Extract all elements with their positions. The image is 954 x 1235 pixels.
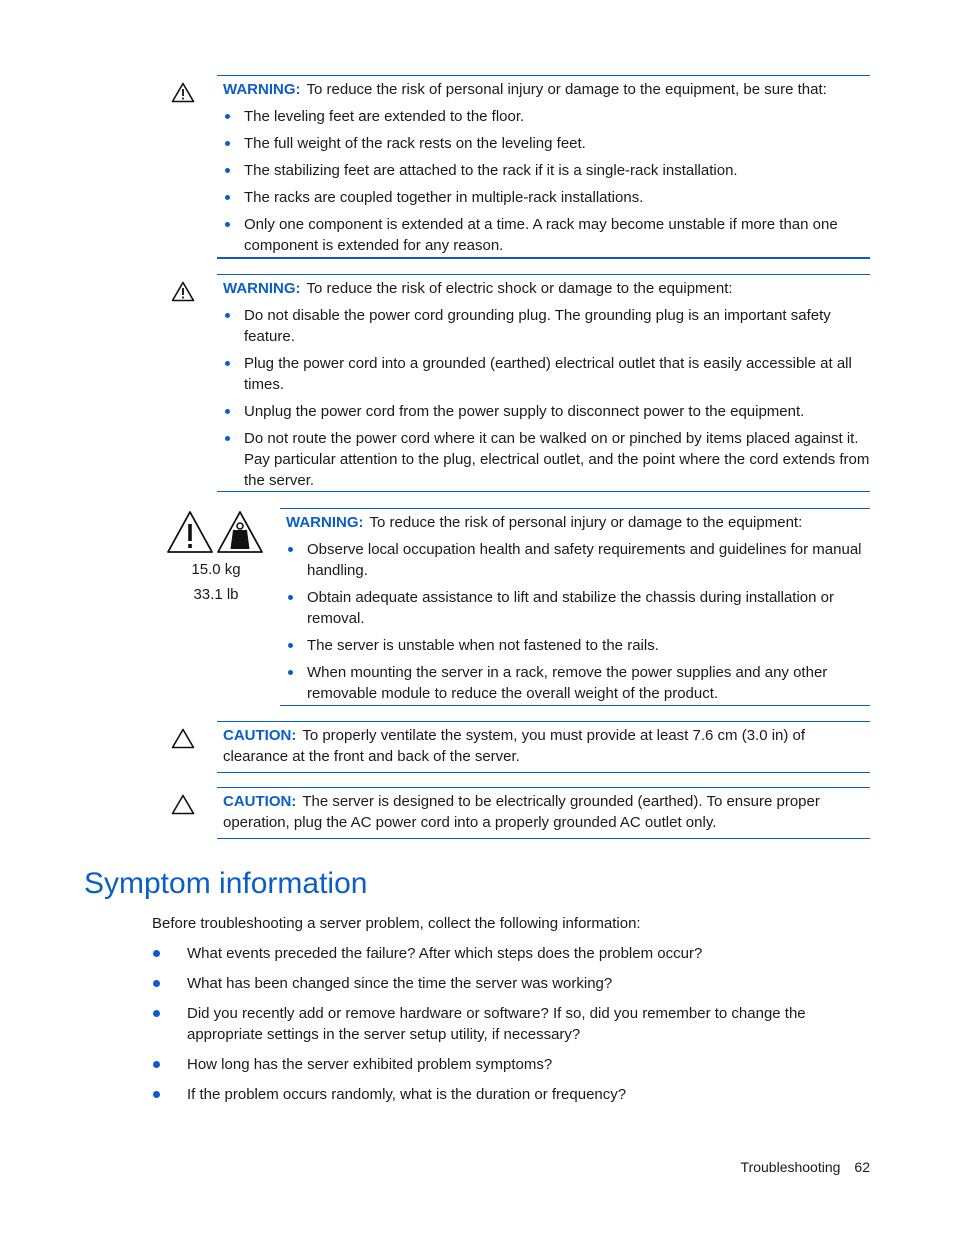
page-footer <box>741 1157 870 1178</box>
list-item: The stabilizing feet are attached to the rack if it is a single-rack installation. <box>223 160 870 181</box>
weight-kg: 15.0 kg <box>191 561 241 578</box>
caution-box <box>217 787 870 839</box>
warning-list <box>223 106 870 256</box>
caution-icon <box>171 728 195 749</box>
caution-box <box>217 721 870 773</box>
warning-lead: WARNING: To reduce the risk of personal injury or damage to the equipment: <box>286 514 803 531</box>
warning-keyword: WARNING: <box>223 81 301 98</box>
list-item: When mounting the server in a rack, remove the power supplies and any other removable module to reduce the overall weight of the product. <box>286 662 870 704</box>
list-item: If the problem occurs randomly, what is the duration or frequency? <box>152 1084 852 1105</box>
page-number: 62 <box>854 1159 870 1175</box>
list-item: How long has the server exhibited problem symptoms? <box>152 1054 852 1075</box>
warning-icon <box>171 281 195 302</box>
warning-list <box>286 539 870 704</box>
weight-label <box>160 510 272 607</box>
warning-box <box>280 508 870 706</box>
list-item: Observe local occupation health and safety requirements and guidelines for manual handling. <box>286 539 870 581</box>
warning-list <box>223 305 870 491</box>
list-item: The server is unstable when not fastened to the rails. <box>286 635 870 656</box>
caution-text: CAUTION: The server is designed to be electrically grounded (earthed). To ensure proper operation, plug the AC power cord into a properly grounded AC outlet only. <box>223 793 820 831</box>
warning-box <box>217 274 870 492</box>
symptom-list <box>152 934 852 1105</box>
list-item: Do not route the power cord where it can be walked on or pinched by items placed against it. Pay particular attention to the plug, electrical outlet, and the point where the cord extends from the server. <box>223 428 870 491</box>
warning-lead: WARNING: To reduce the risk of personal injury or damage to the equipment, be sure that: <box>223 81 827 98</box>
list-item: The full weight of the rack rests on the leveling feet. <box>223 133 870 154</box>
section-title: Symptom information <box>84 867 368 900</box>
list-item: Only one component is extended at a time. A rack may become unstable if more than one component is extended for any reason. <box>223 214 870 256</box>
caution-keyword: CAUTION: <box>223 793 297 810</box>
list-item: The racks are coupled together in multiple-rack installations. <box>223 187 870 208</box>
warning-lead: WARNING: To reduce the risk of electric shock or damage to the equipment: <box>223 280 733 297</box>
list-item: Obtain adequate assistance to lift and stabilize the chassis during installation or removal. <box>286 587 870 629</box>
list-item: Did you recently add or remove hardware or software? If so, did you remember to change the appropriate settings in the server setup utility, if necessary? <box>152 1003 852 1045</box>
list-item: The leveling feet are extended to the floor. <box>223 106 870 127</box>
warning-keyword: WARNING: <box>286 514 364 531</box>
warning-box <box>217 75 870 259</box>
list-item: Unplug the power cord from the power supply to disconnect power to the equipment. <box>223 401 870 422</box>
list-item: What events preceded the failure? After which steps does the problem occur? <box>152 943 852 964</box>
list-item: What has been changed since the time the server was working? <box>152 973 852 994</box>
chapter-name: Troubleshooting <box>740 1159 841 1175</box>
weight-lb: 33.1 lb <box>193 586 239 603</box>
section-intro: Before troubleshooting a server problem, collect the following information: <box>152 915 641 932</box>
caution-text: CAUTION: To properly ventilate the system, you must provide at least 7.6 cm (3.0 in) of clearance at the front and back of the server. <box>223 727 806 765</box>
warning-icon <box>171 82 195 103</box>
caution-keyword: CAUTION: <box>223 727 297 744</box>
list-item: Plug the power cord into a grounded (earthed) electrical outlet that is easily accessible at all times. <box>223 353 870 395</box>
list-item: Do not disable the power cord grounding plug. The grounding plug is an important safety feature. <box>223 305 870 347</box>
caution-icon <box>171 794 195 815</box>
warning-keyword: WARNING: <box>223 280 301 297</box>
